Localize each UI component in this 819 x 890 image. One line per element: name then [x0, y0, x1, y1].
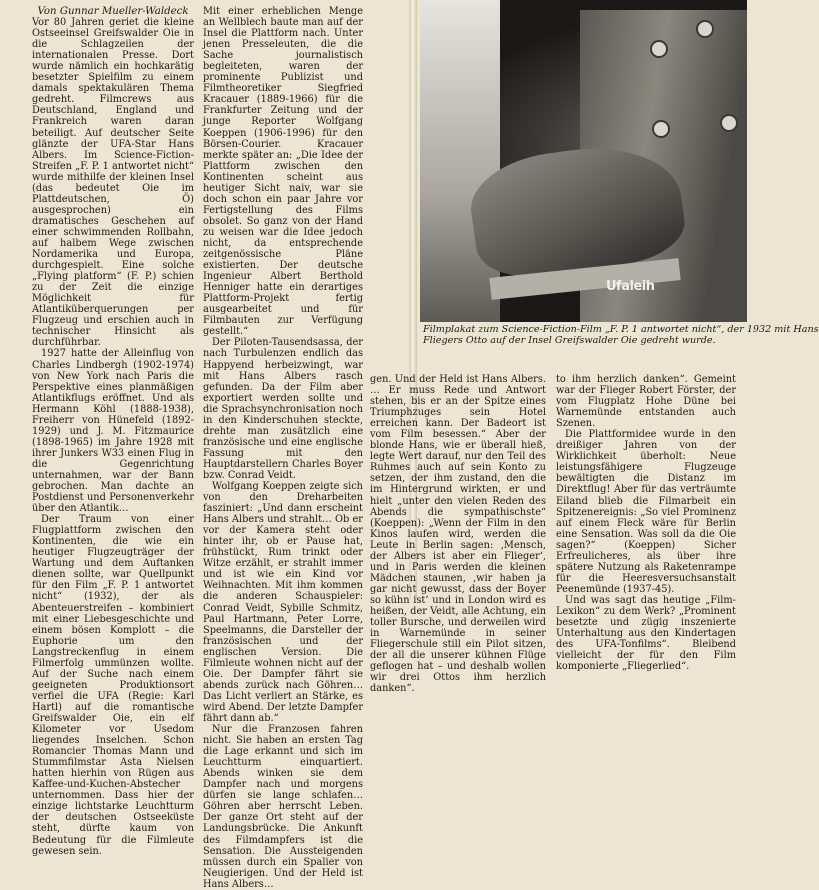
film-poster-photo — [420, 0, 747, 322]
paragraph: Wolfgang Koeppen zeigte sich von den Dreharbeiten fasziniert: „Und dann erscheint Hans Albers und strahlt… Ob er vor der Kamera steht oder hinter ihr, ob er Pause hat, frühstückt, Rum trinkt oder Witze erzählt, er strahlt immer und ist wie ein Kind vor Weihnachten. Mit ihm kommen die anderen Schauspieler: Conrad Veidt, Sybille Schmitz, Paul Hartmann, Peter Lorre, Speelmanns, die Darsteller der französischen und der englischen Version. Die Filmleute wohnen nicht auf der Oie. Der Dampfer fährt sie abends zurück nach Göhren… Das Licht verliert an Stärke, es wird Abend. Der letzte Dampfer fährt dann ab.“ — [203, 481, 363, 724]
shirt-button — [652, 120, 670, 138]
photo-sky — [420, 0, 500, 322]
paragraph: Vor 80 Jahren geriet die kleine Ostseeinsel Greifswalder Oie in die Schlagzeilen der internationalen Presse. Dort wurde nämlich ein hochkarätig besetzter Spielfilm zu einem damals spektakulären Thema gedreht. Filmcrews aus Deutschland, England und Frankreich waren daran beteiligt. Auf deutscher Seite glänzte der UFA-Star Hans Albers. Im Science-Fiction-Streifen „F. P. 1 antwortet nicht“ wurde mithilfe der kleinen Insel (das bedeutet Oie im Plattdeutschen, Ö) ausgesprochen) ein dramatisches Geschehen auf einer schwimmenden Rollbahn, auf halbem Wege zwischen Nordamerika und Europa, durchgespielt. Eine solche „Flying platform“ (F. P.) schien zu der Zeit die einzige Möglichkeit für Atlantiküberquerungen per Flugzeug und erschien auch in technischer Hinsicht als durchführbar. — [32, 17, 194, 349]
paragraph: to ihm herzlich danken“. Gemeint war der Flieger Robert Förster, der vom Flugplatz Hohe Düne bei Warnemünde entstanden auch Szenen. — [556, 374, 736, 430]
caption-line: Fliegers Otto auf der Insel Greifswalder Oie gedreht wurde. — [423, 335, 716, 347]
paragraph: Und was sagt das heutige „Film-Lexikon“ zu dem Werk? „Prominent besetzte und zügig inszenierte Unterhaltung aus den Kindertagen des UFA-Tonfilms“. Bleibend vielleicht der für den Film komponierte „Fliegerlied“. — [556, 594, 736, 673]
shirt-button — [696, 20, 714, 38]
photo-caption — [423, 324, 819, 347]
caption-line: Filmplakat zum Science-Fiction-Film „F. P. 1 antwortet nicht“, der 1932 mit Hans — [423, 324, 819, 335]
paragraph: gen. Und der Held ist Hans Albers. … Er muss Rede und Antwort stehen, bis er an der Spitze eines Triumphzuges sein Hotel erreichen kann. Der Badeort ist vom Film besessen.“ Aber der blonde Hans, wie er überall hieß, legte Wert darauf, nur den Teil des Ruhmes auch auf sein Konto zu setzen, der ihm zustand, den die im Hintergrund wirkten, er und hielt „unter den vielen Reden des Abends die sympathischste“ (Koeppen): „Wenn der Film in den Kinos laufen wird, werden die Leute in Berlin sagen: ‚Mensch, der Albers ist aber ein Flieger‘, und in Paris werden die kleinen Mädchen staunen, ‚wir haben ja gar nicht gewusst, dass der Boyer so kühn ist‘ und in London wird es heißen, der Veidt, alle Achtung, ein toller Bursche, und derweilen wird in Warnemünde in seiner Fliegerschule still ein Pilot sitzen, der all die unserer kühnen Flüge geflogen hat – und deshalb wollen wir drei Ottos ihm herzlich danken“. — [370, 374, 546, 695]
article-column-4 — [556, 374, 736, 672]
article-column-1 — [32, 6, 194, 857]
paragraph: Der Piloten-Tausendsassa, der nach Turbulenzen endlich das Happyend herbeizwingt, war mit Hans Albers rasch gefunden. Da der Film aber exportiert werden sollte und die Sprachsynchronisation noch in den Kinderschuhen steckte, drehte man zusätzlich eine französische und eine englische Fassung mit den Hauptdarstellern Charles Boyer bzw. Conrad Veidt. — [203, 337, 363, 481]
paragraph: Nur die Franzosen fahren nicht. Sie haben an ersten Tag die Lage erkannt und sich im Leuchtturm einquartiert. Abends winken sie dem Dampfer nach und morgens dürfen sie lange schlafen… Göhren aber herrscht Leben. Der ganze Ort steht auf der Landungsbrücke. Die Ankunft des Filmdampfers ist die Sensation. Die Aussteigenden müssen durch ein Spalier von Neugierigen. Und der Held ist Hans Albers… — [203, 724, 363, 890]
shirt-button — [720, 114, 738, 132]
byline: Von Gunnar Mueller-Waldeck — [37, 6, 189, 17]
paragraph: Die Plattformidee wurde in den dreißiger Jahren von der Wirklichkeit überholt: Neue leistungsfähigere Flugzeuge bewältigten die Distanz im Direktflug! Aber für das verträumte Eiland blieb die Filmarbeit ein Spitzenereignis: „So viel Prominenz auf einem Fleck wäre für Berlin eine Sensation. Was soll da die Oie sagen?“ (Koeppen) Sicher Erfreulicheres, als über ihre spätere Nutzung als Raketenrampe für die Heeresversuchsanstalt Peenemünde (1937-45). — [556, 429, 736, 595]
paragraph: Der Traum von einer Flugplattform zwischen den Kontinenten, die wie ein heutiger Flugzeugträger der Wartung und dem Auftanken dienen sollte, war Quellpunkt für den Film „F. P. 1 antwortet nicht“ (1932), der als Abenteuerstreifen – kombiniert mit einer Liebesgeschichte und einem bösen Komplott – die Euphorie um den Langstreckenflug in einem Filmerfolg ummünzen wollte. Auf der Suche nach einem geeigneten Produktionsort verfiel die UFA (Regie: Karl Hartl) auf die romantische Greifswalder Oie, ein elf Kilometer vor Usedom liegendes Inselchen. Schon Romancier Thomas Mann und Stummfilmstar Asta Nielsen hatten hierhin von Rügen aus Kaffee-und-Kuchen-Abstecher unternommen. Dass hier der einzige lichtstarke Leuchtturm der deutschen Ostseeküste steht, dürfte kaum von Bedeutung für die Filmleute gewesen sein. — [32, 514, 194, 857]
studio-watermark: Ufaleih — [606, 279, 655, 294]
paragraph: Mit einer erheblichen Menge an Wellblech baute man auf der Insel die Plattform nach. Unter jenen Presseleuten, die die Sache journalistisch begleiteten, waren der prominente Publizist und Filmtheoretiker Siegfried Kracauer (1889-1966) für die Frankfurter Zeitung und der junge Reporter Wolfgang Koeppen (1906-1996) für den Börsen-Courier. Kracauer merkte später an: „Die Idee der Plattform zwischen den Kontinenten scheint aus heutiger Sicht naiv, war sie doch schon ein paar Jahre vor Fertigstellung des Films obsolet. So ganz von der Hand zu weisen war die Idee jedoch nicht, da entsprechende zeitgenössische Pläne existierten. Der deutsche Ingenieur Albert Berthold Henniger hatte ein derartiges Plattform-Projekt fertig ausgearbeitet und für Filmbauten zur Verfügung gestellt.“ — [203, 6, 363, 338]
shirt-button — [650, 40, 668, 58]
paragraph: 1927 hatte der Alleinflug von Charles Lindbergh (1902-1974) von New York nach Paris die Perspektive eines planmäßigen Atlantikflugs eröffnet. Und als Hermann Köhl (1888-1938), Freiherr von Hünefeld (1892-1929) und J. M. Fitzmaurice (1898-1965) im Jahre 1928 mit ihrer Junkers W33 einen Flug in die Gegenrichtung unternahmen, war der Bann gebrochen. Man dachte an Postdienst und Personenverkehr über den Atlantik… — [32, 348, 194, 515]
article-column-3 — [370, 374, 546, 694]
article-column-2 — [203, 6, 363, 890]
